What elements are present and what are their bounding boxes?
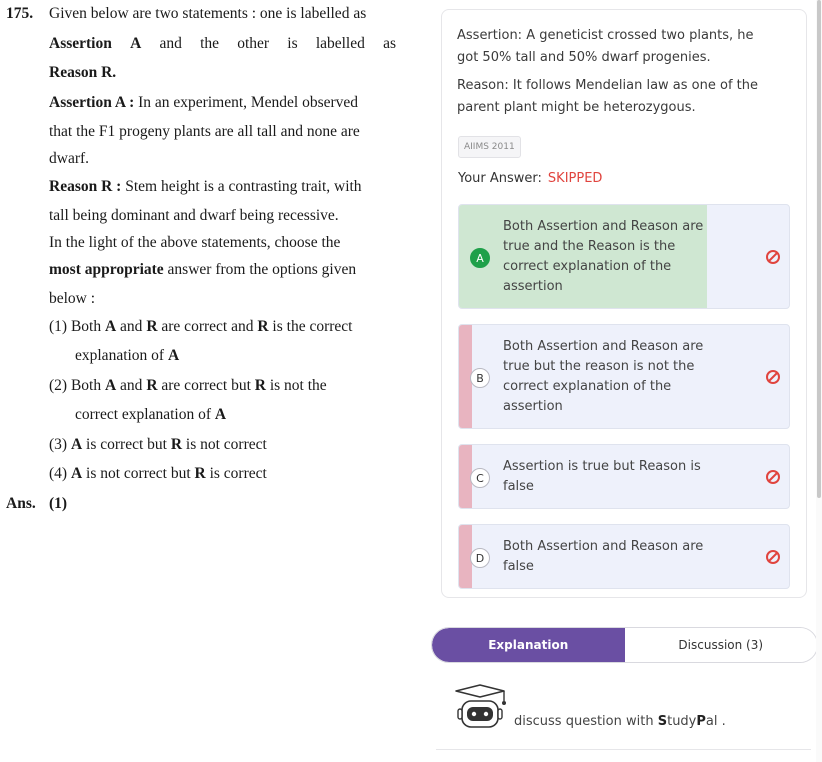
- option-text: Both Assertion and Reason are true but the reason is not the correct explanation of the assertion: [503, 339, 704, 414]
- option-letter-badge: D: [470, 548, 490, 568]
- your-answer-status: SKIPPED: [547, 171, 603, 186]
- not-attempted-icon: [765, 369, 781, 385]
- answer-value: (1): [49, 495, 68, 512]
- assertion-line-3: dwarf.: [49, 150, 90, 167]
- option-d[interactable]: [458, 524, 790, 589]
- option-b[interactable]: [458, 324, 790, 429]
- exam-tag: AIIMS 2011: [458, 136, 521, 158]
- book-option-4: (4) A is not correct but R is correct: [49, 465, 267, 482]
- book-option-1-line-2: explanation of A: [75, 347, 180, 364]
- answer-label: Ans.: [6, 495, 36, 512]
- card-assertion: Assertion: A geneticist crossed two plants, he got 50% tall and 50% dwarf progenies.: [457, 28, 754, 65]
- card-reason: Reason: It follows Mendelian law as one of the parent plant might be heterozygous.: [457, 78, 758, 115]
- divider: [436, 749, 811, 750]
- question-line-2: Assertion A and the other is labelled as: [49, 35, 396, 52]
- instruction-line-1: In the light of the above statements, choose the: [49, 234, 341, 251]
- book-option-2-line-2: correct explanation of A: [75, 406, 227, 423]
- option-text: Assertion is true but Reason is false: [503, 459, 701, 494]
- option-a[interactable]: [458, 204, 790, 309]
- reason-line-2: tall being dominant and dwarf being recessive.: [49, 207, 339, 224]
- studypal-robot-icon[interactable]: [450, 683, 510, 733]
- option-letter-badge: B: [470, 368, 490, 388]
- reason-line-1: Reason R : Stem height is a contrasting trait, with: [49, 178, 362, 195]
- option-c[interactable]: [458, 444, 790, 509]
- question-number: 175.: [6, 5, 34, 22]
- studypal-link[interactable]: discuss question with StudyPal .: [514, 714, 726, 729]
- scrollbar-thumb[interactable]: [817, 0, 821, 498]
- tab-explanation[interactable]: Explanation: [432, 628, 625, 662]
- instruction-line-3: below :: [49, 290, 96, 307]
- solution-tabs: [431, 627, 818, 663]
- not-attempted-icon: [765, 469, 781, 485]
- not-attempted-icon: [765, 549, 781, 565]
- option-text: Both Assertion and Reason are false: [503, 539, 704, 574]
- assertion-line-1: Assertion A : In an experiment, Mendel observed: [49, 94, 359, 111]
- textbook-question: [0, 0, 410, 762]
- not-attempted-icon: [765, 249, 781, 265]
- assertion-line-2: that the F1 progeny plants are all tall and none are: [49, 123, 360, 140]
- option-letter-badge: C: [470, 468, 490, 488]
- instruction-line-2: most appropriate answer from the options given: [49, 261, 357, 278]
- option-text: Both Assertion and Reason are true and the Reason is the correct explanation of the assertion: [503, 219, 704, 294]
- book-option-3: (3) A is correct but R is not correct: [49, 436, 267, 453]
- option-letter-badge: A: [470, 248, 490, 268]
- book-option-2-line-1: (2) Both A and R are correct but R is not the: [49, 377, 327, 394]
- question-line-3: Reason R.: [49, 64, 117, 81]
- tab-discussion[interactable]: Discussion (3): [625, 628, 818, 662]
- your-answer: Your Answer: SKIPPED: [458, 171, 603, 186]
- question-line-1: Given below are two statements : one is labelled as: [49, 5, 367, 22]
- book-option-1-line-1: (1) Both A and R are correct and R is the correct: [49, 318, 353, 335]
